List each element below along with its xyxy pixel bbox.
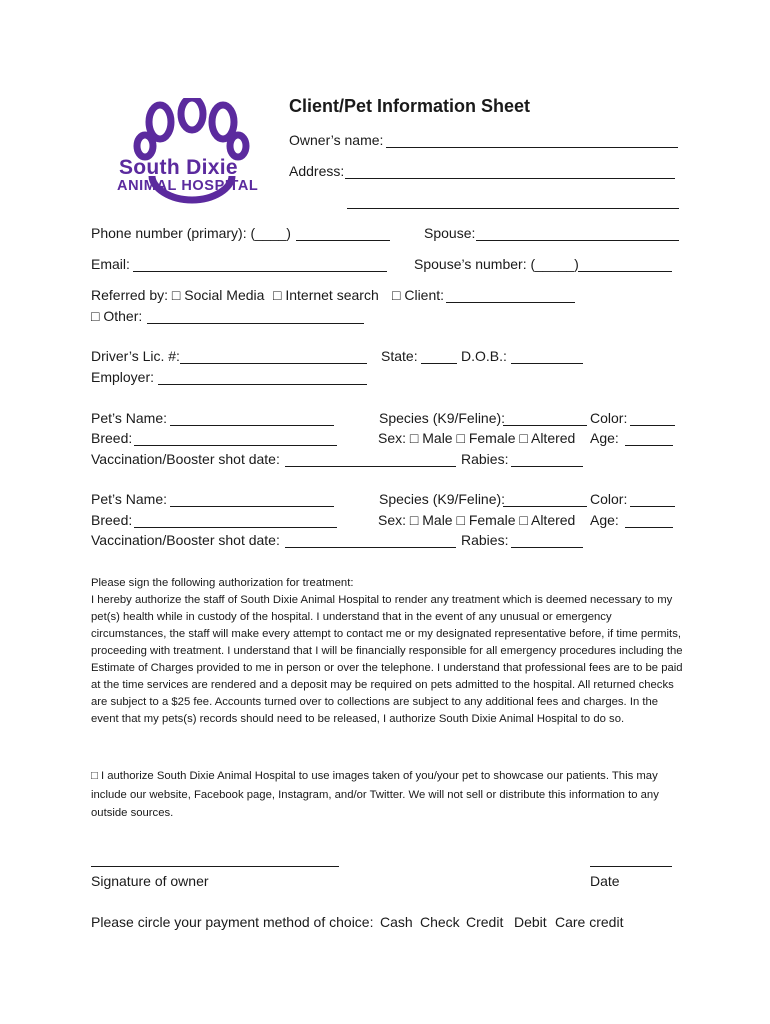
pet-1-vaccination-line[interactable]: [285, 466, 456, 467]
pet-2-breed-line[interactable]: [134, 527, 337, 528]
pet-2-rabies-label: Rabies:: [461, 532, 509, 548]
owners-name-line[interactable]: [386, 147, 678, 148]
pet-2-color-label: Color:: [590, 491, 628, 507]
payment-option-credit[interactable]: Credit: [466, 914, 504, 930]
email-label: Email:: [91, 256, 130, 272]
pet-2-rabies-line[interactable]: [511, 547, 583, 548]
payment-prompt: Please circle your payment method of choice:: [91, 914, 374, 930]
pet-1-breed-label: Breed:: [91, 430, 133, 446]
state-line[interactable]: [421, 363, 457, 364]
pet-1-color-label: Color:: [590, 410, 628, 426]
pet-1-species-line[interactable]: [503, 425, 587, 426]
pet-2-age-line[interactable]: [625, 527, 673, 528]
pet-1-color-line[interactable]: [630, 425, 675, 426]
drivers-lic-label: Driver’s Lic. #:: [91, 348, 180, 364]
referral-client-line[interactable]: [446, 302, 575, 303]
pet-2-age-label: Age:: [590, 512, 619, 528]
phone-line[interactable]: [296, 240, 390, 241]
authorization-body: I hereby authorize the staff of South Dixie Animal Hospital to render any treatment which is deemed necessary to my pet(s) health while in custody of the hospital. I understand that in the event of any unusual or emergency circumstances, the staff will make every attempt to contact me or my designated representative before, if time permits, proceeding with treatment. I understand that I will be financially responsible for all emergency procedures including the Estimate of Charges provided to me in person or over the telephone. I understand that professional fees are to be paid at the time services are rendered and a deposit may be required on pets admitted to the hospital. All returned checks are subject to a $25 fee. Accounts turned over to collections are subject to any additional fees and charges. In the event that my pets(s) records should need to be released, I authorize South Dixie Animal Hospital to do so.: [91, 594, 683, 725]
logo-line-2: ANIMAL HOSPITAL: [117, 178, 259, 194]
employer-label: Employer:: [91, 369, 155, 385]
payment-option-care-credit[interactable]: Care credit: [555, 914, 624, 930]
logo-line-1: South Dixie: [119, 156, 238, 179]
signature-line[interactable]: [91, 866, 339, 867]
pet-2-name-label: Pet’s Name:: [91, 491, 167, 507]
pet-1-name-line[interactable]: [170, 425, 334, 426]
pet-1-rabies-line[interactable]: [511, 466, 583, 467]
pet-1-rabies-label: Rabies:: [461, 451, 509, 467]
date-label: Date: [590, 873, 620, 889]
dob-line[interactable]: [511, 363, 583, 364]
pet-2-sex-options[interactable]: Sex: □ Male □ Female □ Altered: [378, 512, 576, 528]
payment-option-debit[interactable]: Debit: [514, 914, 547, 930]
drivers-lic-line[interactable]: [180, 363, 367, 364]
pet-2-species-label: Species (K9/Feline):: [379, 491, 506, 507]
employer-line[interactable]: [158, 384, 367, 385]
phone-label: Phone number (primary): (____): [91, 225, 291, 241]
pet-1-age-line[interactable]: [625, 445, 673, 446]
payment-option-cash[interactable]: Cash: [380, 914, 413, 930]
pet-2-name-line[interactable]: [170, 506, 334, 507]
authorization-heading: Please sign the following authorization for treatment:: [91, 577, 354, 589]
pet-2-breed-label: Breed:: [91, 512, 133, 528]
referral-client[interactable]: □ Client:: [392, 287, 445, 303]
address-line-1[interactable]: [345, 178, 675, 179]
referral-other-line[interactable]: [147, 323, 364, 324]
state-label: State:: [381, 348, 418, 364]
signature-label: Signature of owner: [91, 873, 209, 889]
address-line-2[interactable]: [347, 208, 679, 209]
spouse-label: Spouse:: [424, 225, 476, 241]
spouse-line[interactable]: [476, 240, 679, 241]
date-line[interactable]: [590, 866, 672, 867]
owners-name-label: Owner’s name:: [289, 132, 384, 148]
pet-1-age-label: Age:: [590, 430, 619, 446]
spouse-number-label: Spouse’s number: (_____): [414, 256, 579, 272]
address-label: Address:: [289, 163, 345, 179]
pet-1-name-label: Pet’s Name:: [91, 410, 167, 426]
email-line[interactable]: [133, 271, 387, 272]
pet-1-species-label: Species (K9/Feline):: [379, 410, 506, 426]
pet-2-vaccination-line[interactable]: [285, 547, 456, 548]
pet-1-vaccination-label: Vaccination/Booster shot date:: [91, 451, 280, 467]
images-consent-checkbox[interactable]: □ I authorize South Dixie Animal Hospital to use images taken of you/your pet to showcase our patients. This may include our website, Facebook page, Instagram, and/or Twitter. We will not sell or distribute this information to any outside sources.: [91, 770, 659, 819]
pet-2-vaccination-label: Vaccination/Booster shot date:: [91, 532, 280, 548]
page-title: Client/Pet Information Sheet: [289, 96, 531, 116]
payment-option-check[interactable]: Check: [420, 914, 460, 930]
pet-1-breed-line[interactable]: [134, 445, 337, 446]
spouse-number-line[interactable]: [578, 271, 672, 272]
pet-2-color-line[interactable]: [630, 506, 675, 507]
pet-1-sex-options[interactable]: Sex: □ Male □ Female □ Altered: [378, 430, 576, 446]
referral-internet-search[interactable]: □ Internet search: [273, 287, 379, 303]
referred-by-social-media[interactable]: Referred by: □ Social Media: [91, 287, 265, 303]
pet-2-species-line[interactable]: [503, 506, 587, 507]
dob-label: D.O.B.:: [461, 348, 507, 364]
referral-other[interactable]: □ Other:: [91, 308, 143, 324]
